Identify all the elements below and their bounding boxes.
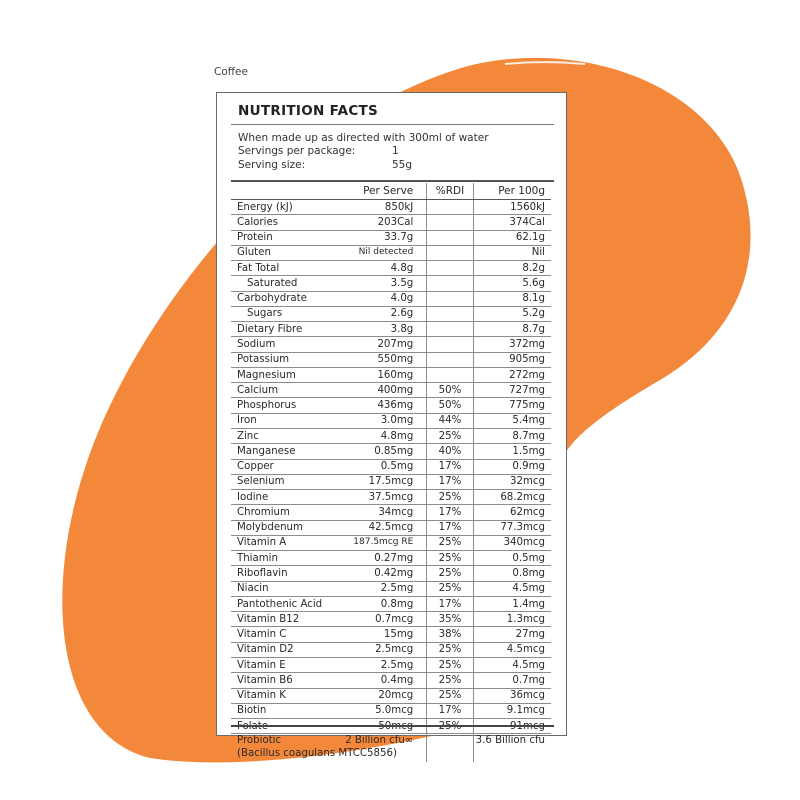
per-100g-value: 77.3mcg	[473, 520, 551, 535]
probiotic-rdi	[427, 734, 473, 763]
nutrient-name: Molybdenum	[231, 520, 340, 535]
per-serve-value: 17.5mcg	[340, 474, 427, 489]
per-100g-value: 9.1mcg	[473, 703, 551, 718]
per-100g-value: 0.5mg	[473, 551, 551, 566]
header-per-100g: Per 100g	[473, 183, 551, 200]
probiotic-per-100g: 3.6 Billion cfu	[473, 734, 551, 763]
nutrient-name: Niacin	[231, 581, 340, 596]
rdi-value	[427, 245, 473, 260]
per-serve-value: 436mg	[340, 398, 427, 413]
per-100g-value: 62mcg	[473, 505, 551, 520]
nutrition-title: NUTRITION FACTS	[238, 103, 379, 119]
table-row	[231, 306, 551, 321]
rdi-value: 25%	[427, 551, 473, 566]
nutrient-name: Fat Total	[231, 261, 340, 276]
per-serve-value: 3.0mg	[340, 413, 427, 428]
nutrient-name: Vitamin A	[231, 535, 340, 550]
rdi-value: 25%	[427, 428, 473, 443]
rdi-value: 44%	[427, 413, 473, 428]
rdi-value: 25%	[427, 688, 473, 703]
per-100g-value: 8.7mg	[473, 428, 551, 443]
nutrient-name: Vitamin C	[231, 627, 340, 642]
nutrient-name: Iron	[231, 413, 340, 428]
rdi-value: 38%	[427, 627, 473, 642]
nutrient-name: Vitamin B6	[231, 673, 340, 688]
nutrient-name: Calcium	[231, 383, 340, 398]
table-row	[231, 215, 551, 230]
rdi-value	[427, 261, 473, 276]
directions-text: When made up as directed with 300ml of water	[238, 132, 489, 144]
per-serve-value: 4.8mg	[340, 428, 427, 443]
nutrient-name: Thiamin	[231, 551, 340, 566]
rdi-value: 17%	[427, 703, 473, 718]
table-row	[231, 520, 551, 535]
per-100g-value: 0.7mg	[473, 673, 551, 688]
table-row	[231, 459, 551, 474]
table-row	[231, 444, 551, 459]
per-100g-value: Nil	[473, 245, 551, 260]
per-serve-value: 0.5mg	[340, 459, 427, 474]
nutrient-name: Chromium	[231, 505, 340, 520]
per-serve-value: 3.5g	[340, 276, 427, 291]
rdi-value	[427, 276, 473, 291]
table-row	[231, 551, 551, 566]
probiotic-name: Probiotic	[237, 735, 282, 747]
per-serve-value: 187.5mcg RE	[340, 535, 427, 550]
rdi-value: 17%	[427, 596, 473, 611]
rdi-value: 35%	[427, 612, 473, 627]
table-row	[231, 230, 551, 245]
per-serve-value: 37.5mcg	[340, 490, 427, 505]
per-100g-value: 775mg	[473, 398, 551, 413]
table-row-probiotic	[231, 734, 551, 763]
per-serve-value: 4.0g	[340, 291, 427, 306]
per-100g-value: 372mg	[473, 337, 551, 352]
per-100g-value: 1.4mg	[473, 596, 551, 611]
rdi-value: 25%	[427, 581, 473, 596]
per-serve-value: 34mcg	[340, 505, 427, 520]
per-serve-value: 2.5mcg	[340, 642, 427, 657]
per-serve-value: 160mg	[340, 367, 427, 382]
per-serve-value: 20mcg	[340, 688, 427, 703]
rdi-value	[427, 352, 473, 367]
rdi-value: 17%	[427, 474, 473, 489]
nutrient-name: Phosphorus	[231, 398, 340, 413]
nutrient-name: Biotin	[231, 703, 340, 718]
table-row	[231, 413, 551, 428]
serving-size-row	[238, 159, 413, 171]
per-serve-value: 0.85mg	[340, 444, 427, 459]
table-row	[231, 703, 551, 718]
per-100g-value: 1560kJ	[473, 200, 551, 215]
rdi-value	[427, 230, 473, 245]
title-divider	[231, 124, 554, 125]
per-serve-value: 850kJ	[340, 200, 427, 215]
per-100g-value: 68.2mcg	[473, 490, 551, 505]
nutrient-name: Selenium	[231, 474, 340, 489]
nutrient-name: Gluten	[231, 245, 340, 260]
nutrient-name: Riboflavin	[231, 566, 340, 581]
serving-size-label: Serving size:	[238, 159, 306, 171]
nutrient-name: Pantothenic Acid	[231, 596, 340, 611]
per-100g-value: 0.8mg	[473, 566, 551, 581]
table-row	[231, 490, 551, 505]
per-serve-value: 2.6g	[340, 306, 427, 321]
nutrition-facts-panel	[216, 92, 567, 760]
table-row	[231, 383, 551, 398]
serving-size-value: 55g	[392, 159, 413, 171]
per-100g-value: 4.5mg	[473, 581, 551, 596]
nutrient-name: Calories	[231, 215, 340, 230]
table-header-row	[231, 183, 551, 200]
per-serve-value: 203Cal	[340, 215, 427, 230]
table-row	[231, 261, 551, 276]
nutrient-name: Vitamin E	[231, 657, 340, 672]
nutrient-name: Zinc	[231, 428, 340, 443]
per-100g-value: 905mg	[473, 352, 551, 367]
rdi-value: 25%	[427, 657, 473, 672]
rdi-value	[427, 291, 473, 306]
table-row	[231, 642, 551, 657]
per-serve-value: 0.42mg	[340, 566, 427, 581]
per-serve-value: 0.4mg	[340, 673, 427, 688]
nutrient-name: Dietary Fibre	[231, 322, 340, 337]
rdi-value	[427, 322, 473, 337]
table-row	[231, 688, 551, 703]
nutrient-name: Vitamin B12	[231, 612, 340, 627]
rdi-value: 25%	[427, 490, 473, 505]
per-100g-value: 8.7g	[473, 322, 551, 337]
per-100g-value: 32mcg	[473, 474, 551, 489]
rdi-value: 17%	[427, 505, 473, 520]
per-serve-value: 5.0mcg	[340, 703, 427, 718]
nutrition-table	[231, 183, 551, 762]
table-row	[231, 367, 551, 382]
nutrient-name: Saturated	[231, 276, 340, 291]
per-100g-value: 340mcg	[473, 535, 551, 550]
probiotic-strain: (Bacillus coagulans MTCC5856)	[237, 748, 397, 760]
probiotic-per-serve: 2 Billion cfu∞	[345, 735, 414, 747]
rdi-value: 17%	[427, 520, 473, 535]
nutrient-name: Folate	[231, 719, 340, 734]
per-100g-value: 5.2g	[473, 306, 551, 321]
per-serve-value: 3.8g	[340, 322, 427, 337]
nutrient-name: Sugars	[231, 306, 340, 321]
per-serve-value: 400mg	[340, 383, 427, 398]
table-row	[231, 505, 551, 520]
per-serve-value: 42.5mcg	[340, 520, 427, 535]
per-serve-value: 0.7mcg	[340, 612, 427, 627]
table-row	[231, 352, 551, 367]
rdi-value: 50%	[427, 398, 473, 413]
per-100g-value: 727mg	[473, 383, 551, 398]
per-serve-value: 33.7g	[340, 230, 427, 245]
nutrient-name: Manganese	[231, 444, 340, 459]
per-100g-value: 8.1g	[473, 291, 551, 306]
rdi-value: 25%	[427, 719, 473, 734]
per-100g-value: 36mcg	[473, 688, 551, 703]
header-per-serve: Per Serve	[340, 183, 427, 200]
table-row	[231, 566, 551, 581]
per-100g-value: 5.6g	[473, 276, 551, 291]
table-row	[231, 245, 551, 260]
rdi-value: 25%	[427, 642, 473, 657]
nutrient-name: Magnesium	[231, 367, 340, 382]
per-100g-value: 91mcg	[473, 719, 551, 734]
nutrient-name: Energy (kJ)	[231, 200, 340, 215]
table-row	[231, 474, 551, 489]
rdi-value	[427, 337, 473, 352]
per-serve-value: 0.8mg	[340, 596, 427, 611]
per-serve-value: 550mg	[340, 352, 427, 367]
servings-row	[238, 145, 399, 157]
table-row	[231, 657, 551, 672]
per-100g-value: 272mg	[473, 367, 551, 382]
per-100g-value: 4.5mg	[473, 657, 551, 672]
per-serve-value: 15mg	[340, 627, 427, 642]
table-row	[231, 291, 551, 306]
per-100g-value: 1.3mcg	[473, 612, 551, 627]
per-100g-value: 62.1g	[473, 230, 551, 245]
nutrient-name: Protein	[231, 230, 340, 245]
header-divider	[231, 180, 554, 182]
nutrient-name: Vitamin K	[231, 688, 340, 703]
rdi-value	[427, 215, 473, 230]
probiotic-cell	[231, 734, 427, 763]
rdi-value: 50%	[427, 383, 473, 398]
table-row	[231, 322, 551, 337]
rdi-value	[427, 200, 473, 215]
rdi-value	[427, 306, 473, 321]
table-row	[231, 276, 551, 291]
per-serve-value: 207mg	[340, 337, 427, 352]
per-100g-value: 374Cal	[473, 215, 551, 230]
nutrient-name: Potassium	[231, 352, 340, 367]
table-row	[231, 398, 551, 413]
per-100g-value: 8.2g	[473, 261, 551, 276]
table-row	[231, 581, 551, 596]
servings-value: 1	[392, 145, 399, 157]
nutrient-name: Copper	[231, 459, 340, 474]
per-serve-value: 4.8g	[340, 261, 427, 276]
per-100g-value: 1.5mg	[473, 444, 551, 459]
table-row	[231, 535, 551, 550]
per-serve-value: Nil detected	[340, 245, 427, 260]
table-row	[231, 200, 551, 215]
table-row	[231, 673, 551, 688]
rdi-value: 40%	[427, 444, 473, 459]
table-bottom-rule	[231, 725, 554, 727]
table-row	[231, 627, 551, 642]
per-100g-value: 27mg	[473, 627, 551, 642]
header-rdi: %RDI	[427, 183, 473, 200]
nutrition-table-body	[231, 200, 551, 763]
per-100g-value: 5.4mg	[473, 413, 551, 428]
rdi-value: 25%	[427, 535, 473, 550]
rdi-value: 25%	[427, 566, 473, 581]
per-serve-value: 50mcg	[340, 719, 427, 734]
table-row	[231, 337, 551, 352]
nutrient-name: Iodine	[231, 490, 340, 505]
nutrient-name: Carbohydrate	[231, 291, 340, 306]
per-100g-value: 4.5mcg	[473, 642, 551, 657]
table-row	[231, 612, 551, 627]
nutrient-name: Sodium	[231, 337, 340, 352]
header-nutrient	[231, 183, 340, 200]
table-row	[231, 428, 551, 443]
per-serve-value: 2.5mg	[340, 657, 427, 672]
rdi-value	[427, 367, 473, 382]
per-100g-value: 0.9mg	[473, 459, 551, 474]
per-serve-value: 2.5mg	[340, 581, 427, 596]
product-flavour-label: Coffee	[214, 66, 248, 78]
servings-label: Servings per package:	[238, 145, 356, 157]
per-serve-value: 0.27mg	[340, 551, 427, 566]
rdi-value: 25%	[427, 673, 473, 688]
table-row	[231, 596, 551, 611]
rdi-value: 17%	[427, 459, 473, 474]
nutrient-name: Vitamin D2	[231, 642, 340, 657]
